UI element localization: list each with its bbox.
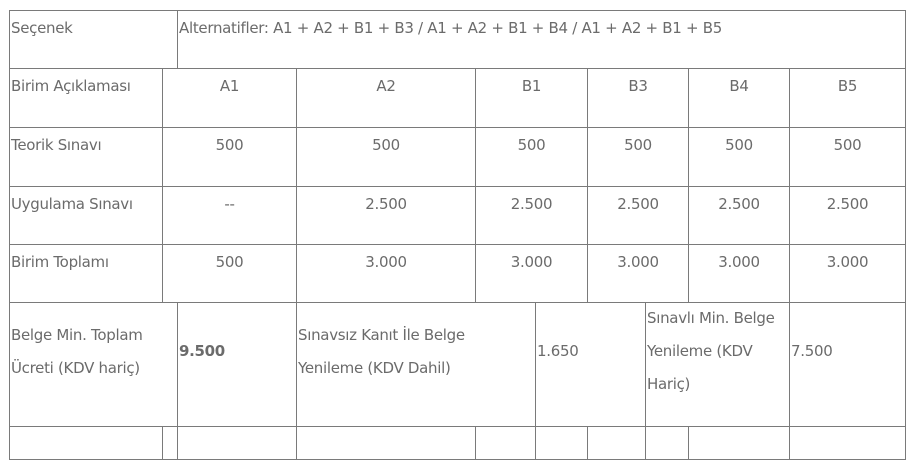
no-exam-renewal-label: Sınavsız Kanıt İle Belge Yenileme (KDV Dahil) bbox=[296, 302, 536, 427]
empty-cell bbox=[177, 426, 297, 460]
row-label: Teorik Sınavı bbox=[9, 127, 163, 187]
unit-header: A2 bbox=[296, 68, 476, 128]
fee-cell: 500 bbox=[789, 127, 906, 187]
unit-header: B1 bbox=[475, 68, 588, 128]
fee-cell: 3.000 bbox=[789, 244, 906, 303]
fee-cell: 2.500 bbox=[296, 186, 476, 245]
unit-header: B3 bbox=[587, 68, 689, 128]
fee-cell: 2.500 bbox=[475, 186, 588, 245]
fee-cell: 2.500 bbox=[688, 186, 790, 245]
fee-cell: 2.500 bbox=[789, 186, 906, 245]
unit-header: B5 bbox=[789, 68, 906, 128]
unit-header: B4 bbox=[688, 68, 790, 128]
empty-cell bbox=[645, 426, 689, 460]
fee-cell: 3.000 bbox=[587, 244, 689, 303]
exam-renewal-value: 7.500 bbox=[789, 302, 906, 427]
fee-cell: 500 bbox=[162, 127, 297, 187]
empty-cell bbox=[535, 426, 588, 460]
fee-cell: 500 bbox=[587, 127, 689, 187]
empty-cell bbox=[587, 426, 646, 460]
fee-cell: 500 bbox=[688, 127, 790, 187]
fee-cell: 500 bbox=[296, 127, 476, 187]
fee-cell: -- bbox=[162, 186, 297, 245]
fee-cell: 3.000 bbox=[688, 244, 790, 303]
empty-cell bbox=[688, 426, 790, 460]
fee-cell: 2.500 bbox=[587, 186, 689, 245]
empty-cell bbox=[162, 426, 178, 460]
row-label: Birim Toplamı bbox=[9, 244, 163, 303]
empty-cell bbox=[475, 426, 536, 460]
exam-renewal-label: Sınavlı Min. Belge Yenileme (KDV Hariç) bbox=[645, 302, 790, 427]
min-total-label: Belge Min. Toplam Ücreti (KDV hariç) bbox=[9, 302, 178, 427]
unit-description-label: Birim Açıklaması bbox=[9, 68, 163, 128]
empty-cell bbox=[9, 426, 163, 460]
fee-cell: 3.000 bbox=[296, 244, 476, 303]
empty-cell bbox=[296, 426, 476, 460]
no-exam-renewal-value: 1.650 bbox=[535, 302, 646, 427]
unit-header: A1 bbox=[162, 68, 297, 128]
option-label: Seçenek bbox=[9, 10, 178, 69]
fee-cell: 500 bbox=[475, 127, 588, 187]
alternatives-text: Alternatifler: A1 + A2 + B1 + B3 / A1 + A2 + B1 + B4 / A1 + A2 + B1 + B5 bbox=[177, 10, 906, 69]
fee-cell: 3.000 bbox=[475, 244, 588, 303]
min-total-value: 9.500 bbox=[177, 302, 297, 427]
fee-cell: 500 bbox=[162, 244, 297, 303]
empty-cell bbox=[789, 426, 906, 460]
row-label: Uygulama Sınavı bbox=[9, 186, 163, 245]
